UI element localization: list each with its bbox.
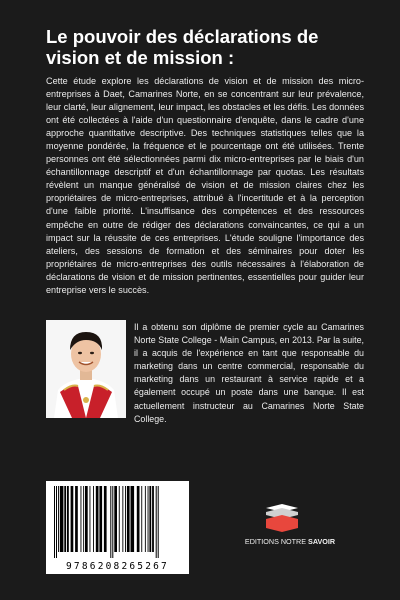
barcode-bar bbox=[85, 486, 88, 552]
barcode-bar bbox=[64, 486, 66, 552]
barcode-bar bbox=[83, 486, 84, 552]
barcode-bar bbox=[158, 486, 159, 558]
barcode-bar bbox=[81, 486, 82, 552]
barcode-bar bbox=[67, 486, 69, 552]
barcode-bar bbox=[96, 486, 99, 552]
barcode-bar bbox=[122, 486, 123, 552]
barcode-bar bbox=[131, 486, 135, 552]
barcode-bar bbox=[145, 486, 146, 552]
barcode-bar bbox=[75, 486, 78, 552]
barcode-bar bbox=[137, 486, 140, 552]
barcode-bar bbox=[119, 486, 120, 552]
barcode-bar bbox=[127, 486, 130, 552]
barcode-bar bbox=[93, 486, 94, 552]
barcode-bar bbox=[114, 486, 117, 552]
publisher-name bbox=[235, 537, 345, 546]
barcode-bar bbox=[99, 486, 102, 552]
barcode-bar bbox=[112, 486, 113, 558]
publisher-name-bold: SAVOIR bbox=[308, 537, 336, 546]
barcode-bar bbox=[141, 486, 142, 552]
isbn-number: 9786208265267 bbox=[66, 561, 169, 572]
barcode-bar bbox=[125, 486, 126, 552]
barcode-bars bbox=[52, 486, 183, 558]
author-photo bbox=[46, 320, 126, 418]
barcode-bar bbox=[90, 486, 91, 552]
barcode-bar bbox=[149, 486, 151, 552]
book-title: Le pouvoir des déclarations de vision et de mission : bbox=[46, 26, 319, 68]
barcode-bar bbox=[71, 486, 74, 552]
publisher-name-light: EDITIONS NOTRE bbox=[244, 537, 309, 546]
abstract-text: Cette étude explore les déclarations de vision et de mission des micro-entreprises à Daet, Camarines Norte, en se concentrant sur leur prévalence, leur clarté, leur alignement, leur impact, les obstacles et les défis. Les données ont été collectées à l'aide d'un questionnaire d'enquête, dans le cadre d'une approche quantitative descriptive. Des techniques statistiques telles que la moyenne pondérée, la fréquence et le pourcentage ont été utilisées. Trente personnes ont été sélectionnées parmi dix micro-entreprises par le biais d'un échantillonnage descriptif et d'un échantillonnage par quotas. Les résultats révèlent un manque généralisé de vision et de mission claires chez les propriétaires de micro-entreprises, attribué à l'incertitude et à la perception d'une faible priorité. L'insuffisance des compétences et des ressources empêche en outre de rédiger des déclarations convaincantes, ce qui a un impact sur la réussite de ces entreprises. L'étude souligne l'importance des ateliers, des sessions de formation et des séminaires pour doter les propriétaires de micro-entreprises des outils nécessaires à l'élaboration de déclarations de vision et de mission pertinentes, essentielles pour guider leur entreprise vers le succès. bbox=[46, 76, 364, 295]
barcode-bar bbox=[110, 486, 111, 558]
stacked-books-icon bbox=[262, 502, 302, 532]
isbn-barcode bbox=[46, 481, 189, 574]
barcode-bar bbox=[58, 486, 59, 552]
author-bio: Il a obtenu son diplôme de premier cycle au Camarines Norte State College - Main Campus, en 2013. Par la suite, il a acquis de l'expérience en tant que responsable du marketing dans un centre commercial, responsable du marketing dans un restaurant à service rapide et a également occupé un poste dans une banque. Il est actuellement instructeur au Camarines Norte State College. bbox=[134, 322, 364, 424]
barcode-bar bbox=[156, 486, 157, 558]
barcode-bar bbox=[148, 486, 149, 552]
barcode-bar bbox=[56, 486, 57, 558]
barcode-bar bbox=[152, 486, 154, 552]
barcode-bar bbox=[60, 486, 64, 552]
barcode-bar bbox=[54, 486, 55, 558]
barcode-bar bbox=[104, 486, 107, 552]
